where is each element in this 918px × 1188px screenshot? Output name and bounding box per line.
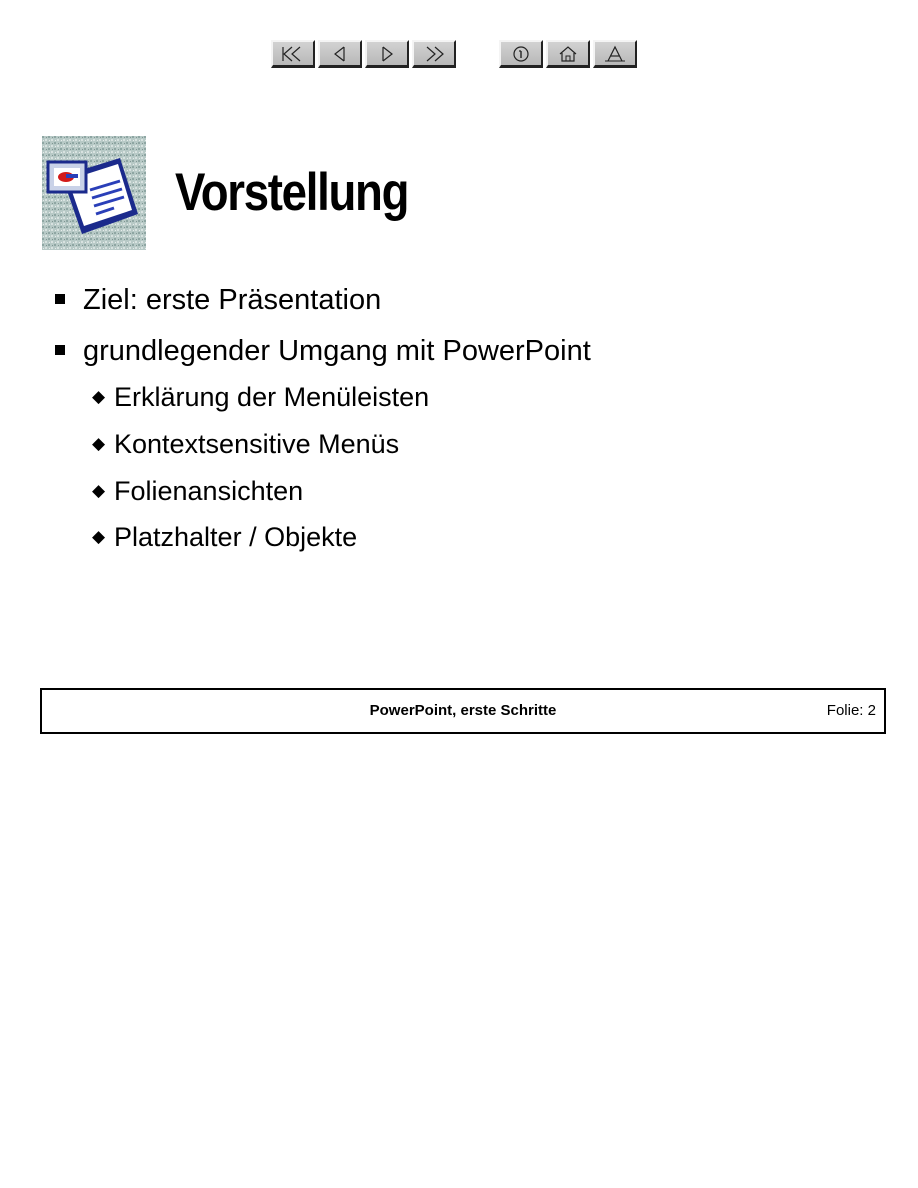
bullet-item: [55, 282, 381, 318]
sub-bullet-text: Platzhalter / Objekte: [114, 522, 358, 552]
home-icon: [555, 45, 581, 63]
sub-bullet-item: [92, 474, 303, 510]
diamond-bullet-icon: ◆: [92, 526, 106, 546]
footer-title: PowerPoint, erste Schritte: [369, 702, 557, 719]
triangle-right-icon: [374, 45, 400, 63]
bullet-text: Ziel: erste Präsentation: [83, 284, 382, 316]
info-button[interactable]: [499, 40, 543, 68]
sub-bullet-item: [92, 380, 429, 416]
square-bullet-icon: [55, 294, 65, 304]
slide-footer: [40, 688, 886, 734]
first-slide-button[interactable]: [271, 40, 315, 68]
diamond-bullet-icon: ◆: [92, 386, 106, 406]
triangle-left-icon: [327, 45, 353, 63]
last-slide-button[interactable]: [412, 40, 456, 68]
text-view-button[interactable]: [593, 40, 637, 68]
presentation-slides-icon: [42, 136, 146, 250]
slide-number: Folie: 2: [826, 702, 876, 719]
sub-bullet-text: Kontextsensitive Menüs: [114, 429, 400, 459]
slide-title: Vorstellung: [175, 163, 409, 222]
sub-bullet-item: [92, 427, 399, 463]
previous-slide-button[interactable]: [318, 40, 362, 68]
double-triangle-right-icon: [421, 45, 447, 63]
sub-bullet-text: Folienansichten: [114, 476, 304, 506]
sub-bullet-item: [92, 520, 357, 556]
bullet-text: grundlegender Umgang mit PowerPoint: [83, 335, 591, 367]
navigation-toolbar: [271, 40, 640, 70]
bullet-item: [55, 333, 591, 369]
diamond-bullet-icon: ◆: [92, 480, 106, 500]
diamond-bullet-icon: ◆: [92, 433, 106, 453]
info-circle-icon: [508, 45, 534, 63]
square-bullet-icon: [55, 345, 65, 355]
sub-bullet-text: Erklärung der Menüleisten: [114, 382, 430, 412]
letter-a-icon: [602, 45, 628, 63]
home-button[interactable]: [546, 40, 590, 68]
next-slide-button[interactable]: [365, 40, 409, 68]
double-triangle-left-icon: [280, 45, 306, 63]
